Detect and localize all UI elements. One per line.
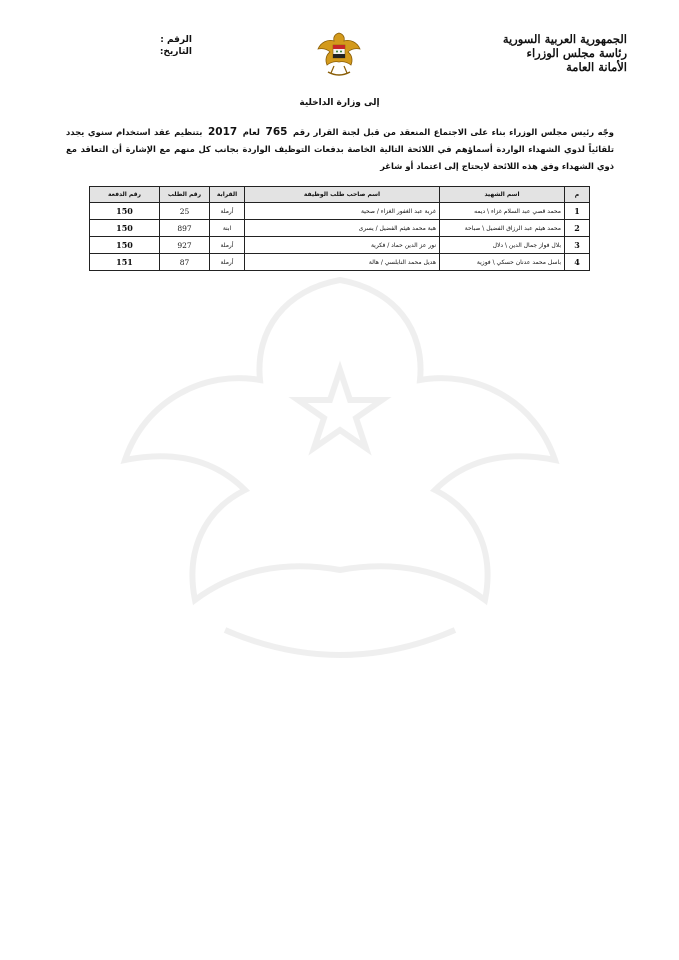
batch-number: 150: [90, 203, 160, 220]
relation: أرملة: [210, 203, 245, 220]
request-number: 897: [160, 220, 210, 237]
relation: أرملة: [210, 254, 245, 271]
table-row: [90, 220, 590, 237]
decision-number: 765: [265, 126, 288, 138]
issuer-line-presidency: رئاسة مجلس الوزراء: [526, 46, 627, 60]
issuer-block: [447, 32, 627, 74]
col-header-relation: القرابة: [210, 187, 245, 203]
row-index: 3: [565, 237, 590, 254]
relation: أرملة: [210, 237, 245, 254]
batch-number: 150: [90, 220, 160, 237]
col-header-index: م: [565, 187, 590, 203]
col-header-request: رقم الطلب: [160, 187, 210, 203]
row-index: 2: [565, 220, 590, 237]
applicant-name: هديل محمد النابلسي / هالة: [245, 254, 440, 271]
row-index: 4: [565, 254, 590, 271]
col-header-applicant: اسم صاحب طلب الوظيفة: [245, 187, 440, 203]
issuer-line-country: الجمهورية العربية السورية: [502, 32, 627, 46]
request-number: 87: [160, 254, 210, 271]
row-index: 1: [565, 203, 590, 220]
request-number: 927: [160, 237, 210, 254]
martyr-name: محمد هيثم عبد الرزاق الفضيل \ صباحة: [440, 220, 565, 237]
table-row: [90, 254, 590, 271]
decision-year: 2017: [207, 126, 238, 138]
letter-body: [66, 124, 614, 175]
col-header-martyr: اسم الشهيد: [440, 187, 565, 203]
batch-number: 151: [90, 254, 160, 271]
table-row: [90, 203, 590, 220]
martyr-name: بلال فواز جمال الدين \ دلال: [440, 237, 565, 254]
watermark-emblem-icon: [85, 250, 595, 690]
body-part-1: وجّه رئيس مجلس الوزراء بناء على الاجتماع المنعقد من قبل لجنة القرار رقم: [293, 127, 615, 137]
issuer-line-secretariat: الأمانة العامة: [566, 60, 627, 74]
ref-number-label: الرقم :: [160, 35, 192, 45]
applicant-name: غربة عبد الغفور الغزاء / صحية: [245, 203, 440, 220]
applicant-name: هبة محمد هيثم الفضيل / يسرى: [245, 220, 440, 237]
relation: ابنة: [210, 220, 245, 237]
eagle-emblem-icon: [314, 30, 364, 80]
applicant-name: نور عز الدين حماد / فكرية: [245, 237, 440, 254]
body-part-2: لعام: [242, 127, 260, 137]
col-header-batch: رقم الدفعة: [90, 187, 160, 203]
martyr-name: محمد قصي عبد السلام غزاء \ ديمه: [440, 203, 565, 220]
martyrs-table: [89, 186, 590, 271]
date-label: التاريخ:: [159, 47, 192, 57]
batch-number: 150: [90, 237, 160, 254]
table-header-row: [90, 187, 590, 203]
addressee: إلى وزارة الداخلية: [299, 98, 380, 108]
martyr-name: باسل محمد عدنان حسكي \ فوزية: [440, 254, 565, 271]
table-row: [90, 237, 590, 254]
reference-block: [112, 34, 192, 58]
request-number: 25: [160, 203, 210, 220]
body-part-3: بتنظيم عقد استخدام سنوي يجدد تلقائياً لذوي الشهداء الواردة أسماؤهم في اللائحة التالية الخاصة بدفعات التوظيف الواردة بجانب كل منهم مع الإشارة أن التعاقد مع ذوي الشهداء وفق هذه اللائحة لايحتاج إلى اعتماد أو شاغر: [66, 127, 614, 171]
